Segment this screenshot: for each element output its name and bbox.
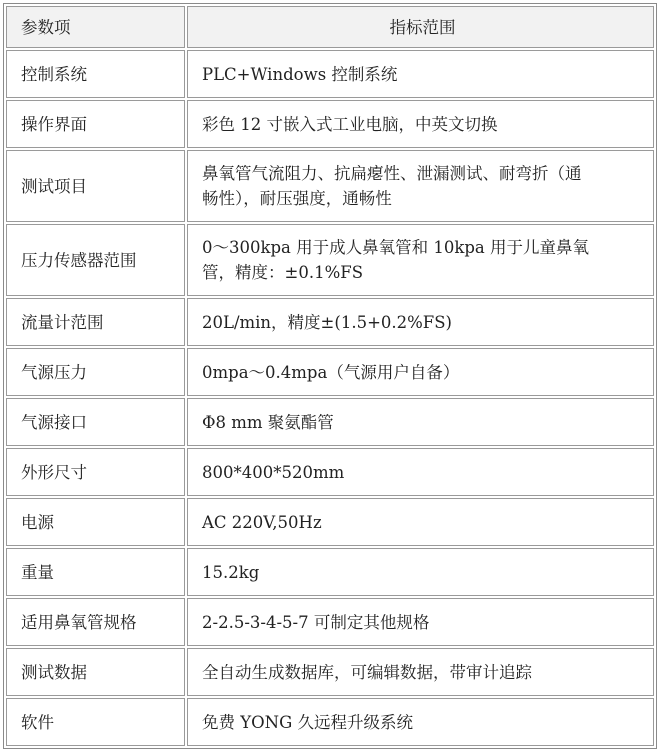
param-value: 15.2kg [187,548,654,596]
param-value: 全自动生成数据库，可编辑数据，带审计追踪 [187,648,654,696]
param-name: 外形尺寸 [6,448,185,496]
param-name: 测试项目 [6,150,185,222]
param-name: 电源 [6,498,185,546]
param-value: PLC+Windows 控制系统 [187,50,654,98]
param-name: 测试数据 [6,648,185,696]
header-param-range: 指标范围 [187,6,654,48]
header-param-name: 参数项 [6,6,185,48]
spec-table [3,3,657,749]
table-row [6,698,654,746]
param-value: 0mpa～0.4mpa（气源用户自备） [187,348,654,396]
table-row [6,398,654,446]
param-value [187,150,654,222]
param-value: 2-2.5-3-4-5-7 可制定其他规格 [187,598,654,646]
param-name: 软件 [6,698,185,746]
table-row [6,448,654,496]
param-value-line: 0～300kpa 用于成人鼻氧管和 10kpa 用于儿童鼻氧 [202,238,590,257]
table-row [6,100,654,148]
param-name: 压力传感器范围 [6,224,185,296]
param-value-line: 鼻氧管气流阻力、抗扁瘪性、泄漏测试、耐弯折（通 [202,164,582,183]
table-row [6,498,654,546]
param-name: 气源压力 [6,348,185,396]
table-row [6,298,654,346]
param-name: 气源接口 [6,398,185,446]
param-name: 适用鼻氧管规格 [6,598,185,646]
table-row [6,598,654,646]
param-value: 免费 YONG 久远程升级系统 [187,698,654,746]
table-row [6,50,654,98]
param-value: 彩色 12 寸嵌入式工业电脑，中英文切换 [187,100,654,148]
param-name: 流量计范围 [6,298,185,346]
param-value [187,224,654,296]
table-header-row [6,6,654,48]
table-row [6,150,654,222]
param-name: 操作界面 [6,100,185,148]
param-value: AC 220V,50Hz [187,498,654,546]
table-row [6,224,654,296]
param-value: Φ8 mm 聚氨酯管 [187,398,654,446]
param-value-line: 管，精度：±0.1%FS [202,263,363,282]
table-row [6,548,654,596]
table-row [6,648,654,696]
table-row [6,348,654,396]
param-name: 控制系统 [6,50,185,98]
param-value-line: 畅性），耐压强度，通畅性 [202,189,392,208]
param-name: 重量 [6,548,185,596]
param-value: 800*400*520mm [187,448,654,496]
param-value: 20L/min，精度±(1.5+0.2%FS) [187,298,654,346]
